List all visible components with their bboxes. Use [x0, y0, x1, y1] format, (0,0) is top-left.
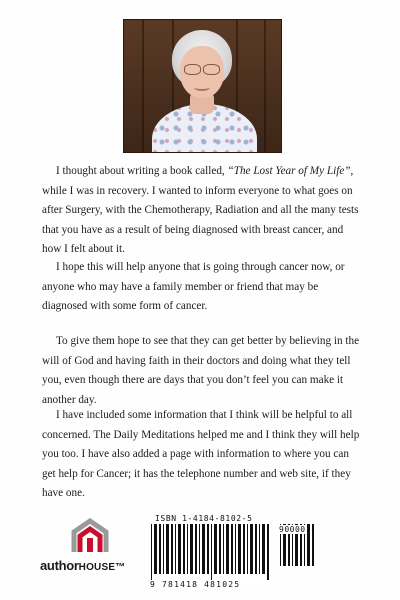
publisher-logo — [40, 518, 140, 576]
paragraph-1: I thought about writing a book called, “The Lost Year of My Life”, while I was in recovery. I wanted to inform everyone to what goes on after Surgery, with the Chemotherapy, Radiation and all the many tests that you have as a result of being diagnosed with breast cancer, and how I felt about it. — [42, 165, 359, 255]
ean-barcode — [150, 524, 272, 584]
ean-digits: 9 781418 481025 — [150, 580, 241, 589]
author-photo — [124, 20, 281, 152]
book-title-quote: “The Lost Year of My Life” — [227, 165, 351, 177]
price-code-label: 90000 — [279, 525, 306, 534]
paragraph-3: To give them hope to see that they can get better by believing in the will of God and having faith in their doctors and doing what they tell you, even though there are days that you don’t feel you can make it another day. — [42, 335, 360, 406]
isbn-label: ISBN 1-4184-8102-5 — [155, 514, 253, 523]
paragraph-4: I have included some information that I think will be helpful to all concerned. The Daily Meditations helped me and I think they will help you too. I have also added a page with information to where you can get help for Cancer; it has the telephone number and web site, if they have one. — [42, 409, 360, 499]
authorhouse-logo-icon — [70, 518, 110, 556]
publisher-wordmark: authorHOUSE™ — [40, 558, 126, 573]
paragraph-2: I hope this will help anyone that is going through cancer now, or anyone who may have a family member or friend that may be diagnosed with some form of cancer. — [42, 261, 345, 312]
